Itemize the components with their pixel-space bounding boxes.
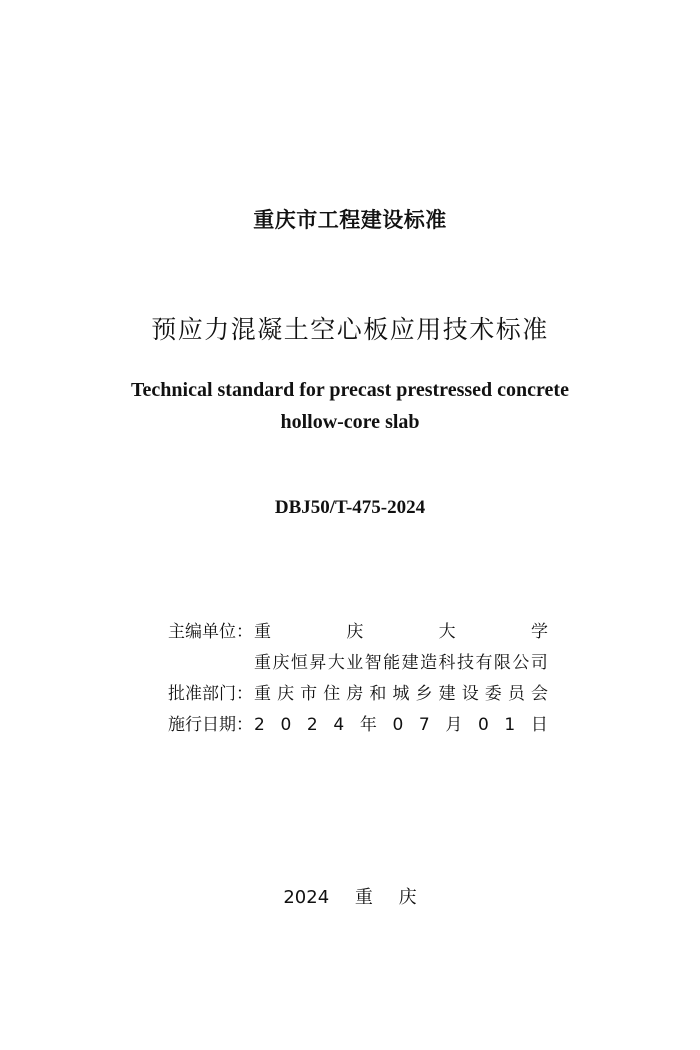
date-char: 1 [504,715,516,735]
editor-2-char: 恒 [290,653,308,673]
approver-char: 和 [369,684,387,704]
editor-2-char: 造 [420,653,438,673]
date-char: 0 [392,715,404,735]
editor-2-char: 限 [493,653,511,673]
standard-code: DBJ50/T-475-2024 [274,497,426,518]
date-char: 年 [359,715,377,735]
editor-1-char: 学 [530,622,548,642]
date-value [254,712,548,738]
publication-city-char: 庆 [398,887,417,908]
approver-label: 批准部门： [168,684,253,704]
editor-value-2 [254,650,548,676]
editor-label: 主编单位： [168,622,253,642]
editor-row-2 [168,650,548,676]
editor-value-1 [254,619,548,645]
approver-char: 庆 [277,684,295,704]
editor-1-char: 重 [254,622,271,642]
editor-2-char: 有 [475,653,493,673]
editor-2-char: 庆 [272,653,290,673]
approver-char: 会 [530,684,548,704]
publication-year: 2024 [283,887,330,908]
document-title-chinese: 预应力混凝土空心板应用技术标准 [151,315,549,344]
editor-2-char: 业 [346,653,364,673]
editor-2-char: 昇 [309,653,327,673]
editor-2-char: 技 [456,653,474,673]
approver-char: 重 [254,684,271,704]
date-row [168,712,548,738]
approver-value [254,681,548,707]
date-char: 4 [333,715,345,735]
document-title-english-line-1: Technical standard for precast prestressed concrete [131,379,569,401]
approver-char: 建 [438,684,456,704]
date-char: 2 [306,715,318,735]
editor-2-char: 建 [401,653,419,673]
date-char: 月 [445,715,463,735]
date-char: 2 [254,715,265,735]
approver-char: 市 [300,684,318,704]
editor-2-char: 重 [254,653,271,673]
editor-1-char: 大 [438,622,456,642]
approver-char: 房 [346,684,364,704]
date-char: 0 [280,715,292,735]
date-label: 施行日期： [168,715,253,735]
editor-2-char: 智 [364,653,382,673]
info-label-spacer [168,650,254,676]
approver-char: 委 [484,684,502,704]
editor-2-char: 能 [383,653,401,673]
approver-char: 设 [461,684,479,704]
editor-row-1 [168,619,548,645]
editor-1-char: 庆 [346,622,364,642]
approver-char: 乡 [415,684,433,704]
date-char: 0 [477,715,489,735]
publication-city-char: 重 [354,887,373,908]
approver-char: 员 [507,684,525,704]
date-char: 日 [530,715,548,735]
editor-2-char: 司 [530,653,548,673]
approver-char: 住 [323,684,341,704]
approver-row [168,681,548,707]
publication-footer [0,883,700,909]
editor-2-char: 公 [512,653,530,673]
date-char: 7 [418,715,430,735]
document-title-english-line-2: hollow-core slab [280,411,420,433]
approver-char: 城 [392,684,410,704]
editor-2-char: 科 [438,653,456,673]
series-title: 重庆市工程建设标准 [253,208,447,232]
editor-2-char: 大 [327,653,345,673]
